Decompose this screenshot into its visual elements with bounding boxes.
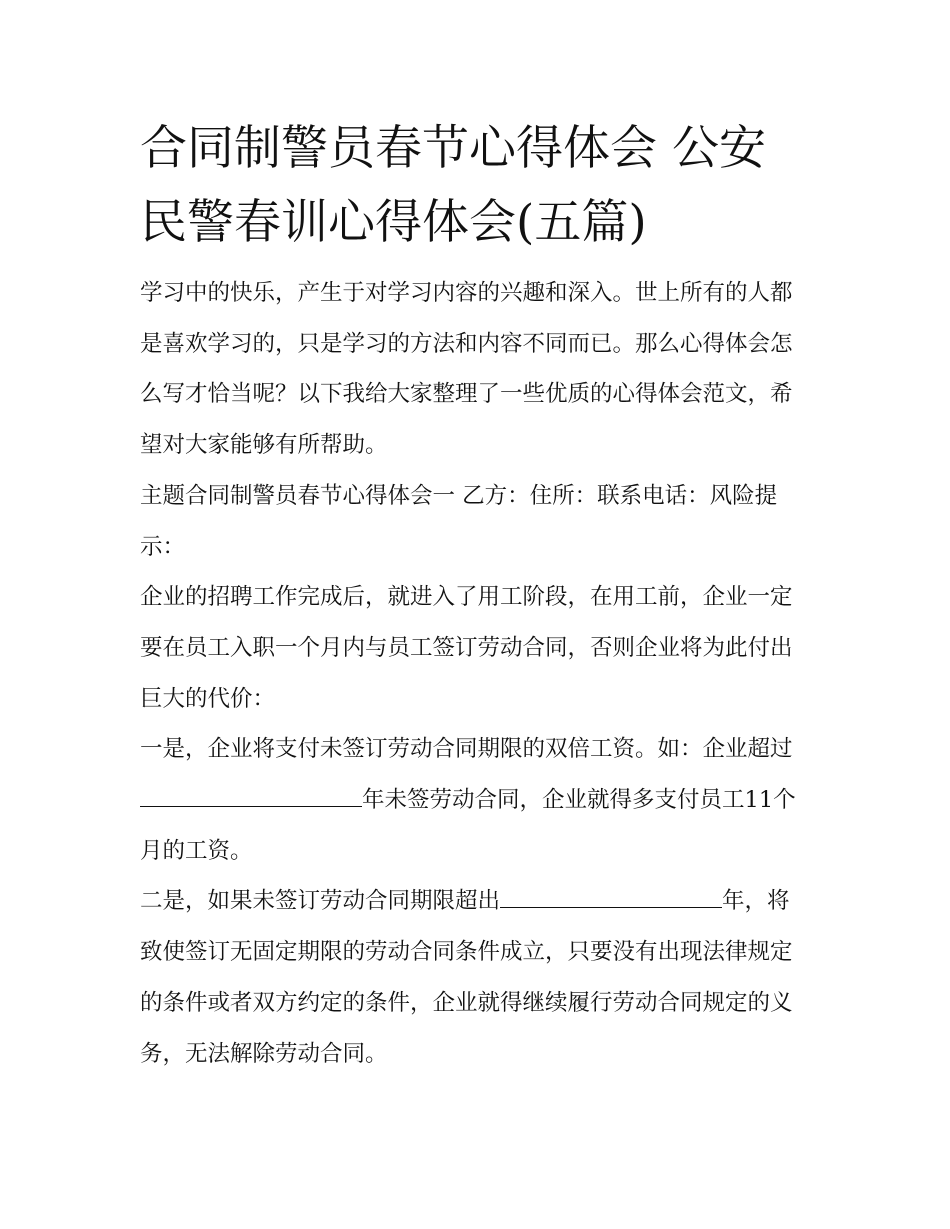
- recruit-paragraph: 企业的招聘工作完成后，就进入了用工阶段，在用工前，企业一定要在员工入职一个月内与员工签订劳动合同，否则企业将为此付出巨大的代价：: [140, 584, 793, 712]
- point-one-paragraph: [140, 724, 812, 876]
- intro-paragraph: 学习中的快乐，产生于对学习内容的兴趣和深入。世上所有的人都是喜欢学习的，只是学习的方法和内容不同而已。那么心得体会怎么写才恰当呢？以下我给大家整理了一些优质的心得体会范文，希望对大家能够有所帮助。: [140, 280, 793, 459]
- point-one-start: 一是，企业将支付未签订劳动合同期限的双倍工资。如：企业超过: [140, 736, 793, 763]
- blank-line: [140, 784, 362, 807]
- topic-line: 主题合同制警员春节心得体会一 乙方：住所：联系电话：风险提示：: [140, 482, 778, 560]
- point-one-end: 年未签劳动合同，企业就得多支付员工11个月的工资。: [140, 787, 796, 864]
- point-two-start: 二是，如果未签订劳动合同期限超出: [140, 888, 501, 915]
- document-page: [140, 112, 812, 1079]
- blank-line: [500, 885, 722, 908]
- point-two-paragraph: [140, 876, 812, 1079]
- document-title: 合同制警员春节心得体会 公安民警春训心得体会(五篇): [140, 121, 766, 250]
- point-two-end: 年，将致使签订无固定期限的劳动合同条件成立，只要没有出现法律规定的条件或者双方约定的条件，企业就得继续履行劳动合同规定的义务，无法解除劳动合同。: [140, 888, 793, 1067]
